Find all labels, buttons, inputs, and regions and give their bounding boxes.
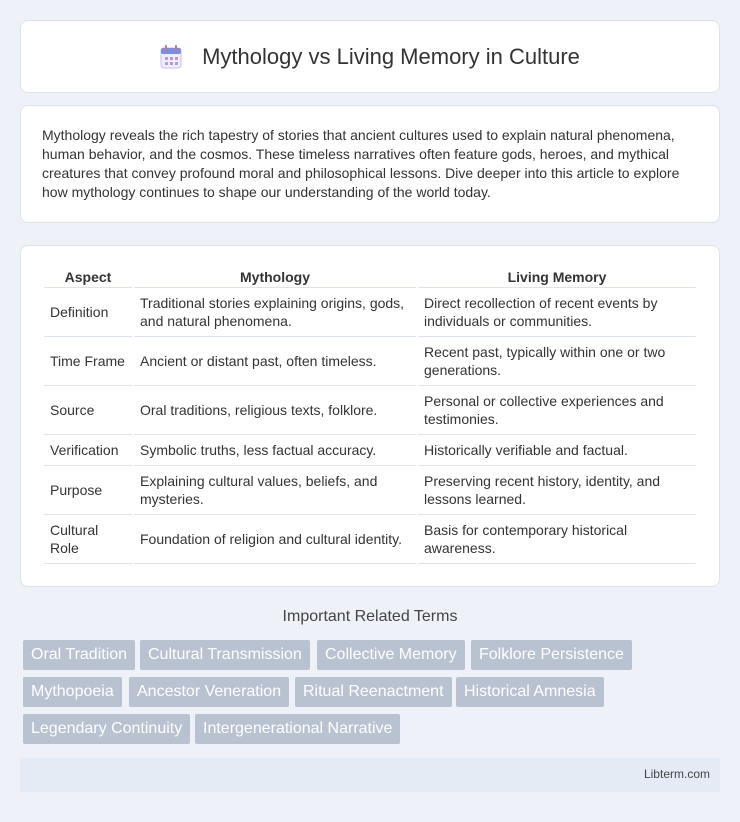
cell-mythology: Oral traditions, religious texts, folklore.	[134, 386, 416, 435]
header-living-memory: Living Memory	[418, 266, 696, 288]
cell-mythology: Foundation of religion and cultural identity.	[134, 515, 416, 564]
table-row	[44, 515, 696, 564]
tag-oral-tradition[interactable]: Oral Tradition	[23, 640, 135, 670]
intro-text: Mythology reveals the rich tapestry of stories that ancient cultures used to explain natural phenomena, human behavior, and the cosmos. These timeless narratives often feature gods, heroes, and mythical creatures that convey profound moral and philosophical lessons. Dive deeper into this article to explore how mythology continues to shape our understanding of the world today.	[42, 127, 680, 200]
tag-historical-amnesia[interactable]: Historical Amnesia	[456, 677, 604, 707]
cell-mythology: Symbolic truths, less factual accuracy.	[134, 435, 416, 466]
cell-mythology: Ancient or distant past, often timeless.	[134, 337, 416, 386]
cell-mythology: Explaining cultural values, beliefs, and mysteries.	[134, 466, 416, 515]
cell-mythology: Traditional stories explaining origins, gods, and natural phenomena.	[134, 288, 416, 337]
table-row	[44, 386, 696, 435]
cell-aspect: Source	[44, 386, 132, 435]
cell-aspect: Cultural Role	[44, 515, 132, 564]
comparison-table-card	[20, 245, 720, 587]
cell-living-memory: Preserving recent history, identity, and lessons learned.	[418, 466, 696, 515]
tag-mythopoeia[interactable]: Mythopoeia	[23, 677, 122, 707]
header-mythology: Mythology	[134, 266, 416, 288]
cell-aspect: Definition	[44, 288, 132, 337]
tag-ritual-reenactment[interactable]: Ritual Reenactment	[295, 677, 452, 707]
cell-living-memory: Historically verifiable and factual.	[418, 435, 696, 466]
intro-card	[20, 105, 720, 223]
cell-aspect: Verification	[44, 435, 132, 466]
page-title: Mythology vs Living Memory in Culture	[202, 43, 580, 69]
tag-ancestor-veneration[interactable]: Ancestor Veneration	[129, 677, 289, 707]
header-aspect: Aspect	[44, 266, 132, 288]
tag-legendary-continuity[interactable]: Legendary Continuity	[23, 714, 190, 744]
tag-intergenerational-narrative[interactable]: Intergenerational Narrative	[195, 714, 400, 744]
table-row	[44, 288, 696, 337]
footer-site-link[interactable]: Libterm.com	[643, 767, 710, 781]
table-row	[44, 337, 696, 386]
tag-cultural-transmission[interactable]: Cultural Transmission	[140, 640, 310, 670]
comparison-table	[42, 266, 698, 564]
table-row	[44, 466, 696, 515]
tag-folklore-persistence[interactable]: Folklore Persistence	[471, 640, 632, 670]
cell-living-memory: Direct recollection of recent events by individuals or communities.	[418, 288, 696, 337]
tag-collective-memory[interactable]: Collective Memory	[317, 640, 465, 670]
cell-aspect: Purpose	[44, 466, 132, 515]
table-row	[44, 435, 696, 466]
cell-living-memory: Recent past, typically within one or two generations.	[418, 337, 696, 386]
calendar-icon	[160, 45, 182, 69]
title-card	[20, 20, 720, 93]
cell-living-memory: Basis for contemporary historical awareness.	[418, 515, 696, 564]
cell-aspect: Time Frame	[44, 337, 132, 386]
footer	[20, 758, 720, 792]
related-terms-title: Important Related Terms	[282, 608, 458, 625]
cell-living-memory: Personal or collective experiences and testimonies.	[418, 386, 696, 435]
